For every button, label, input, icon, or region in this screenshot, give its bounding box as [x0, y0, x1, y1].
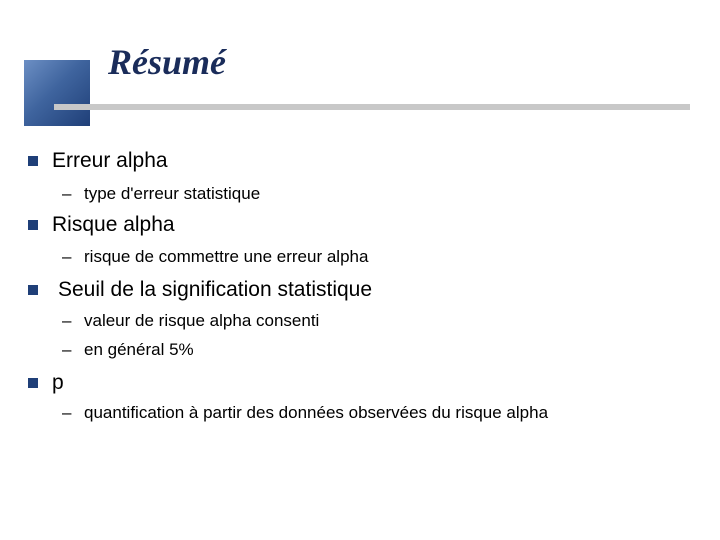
sub-text: en général 5% — [84, 340, 194, 359]
bullet-item — [28, 148, 168, 174]
sub-item — [62, 339, 194, 361]
dash-marker: – — [62, 311, 72, 330]
sub-text: type d'erreur statistique — [84, 184, 261, 203]
square-bullet-icon — [28, 285, 38, 295]
dash-marker: – — [62, 403, 72, 422]
dash-marker: – — [62, 184, 72, 203]
bullet-text: p — [52, 371, 64, 394]
sub-item — [62, 183, 260, 205]
bullet-item — [28, 277, 372, 303]
slide-title: Résumé — [108, 42, 227, 82]
square-bullet-icon — [28, 378, 38, 388]
square-bullet-icon — [28, 156, 38, 166]
dash-marker: – — [62, 247, 72, 266]
sub-item — [62, 310, 319, 332]
bullet-text: Seuil de la signification statistique — [58, 278, 373, 301]
sub-text: quantification à partir des données observées du risque alpha — [84, 403, 549, 422]
bullet-text: Risque alpha — [52, 213, 175, 236]
bullet-text: Erreur alpha — [52, 149, 168, 172]
square-bullet-icon — [28, 220, 38, 230]
sub-text: risque de commettre une erreur alpha — [84, 247, 369, 266]
dash-marker: – — [62, 340, 72, 359]
sub-item — [62, 402, 548, 424]
sub-text: valeur de risque alpha consenti — [84, 311, 320, 330]
bullet-item — [28, 212, 175, 238]
bullet-item — [28, 370, 64, 396]
sub-item — [62, 246, 368, 268]
